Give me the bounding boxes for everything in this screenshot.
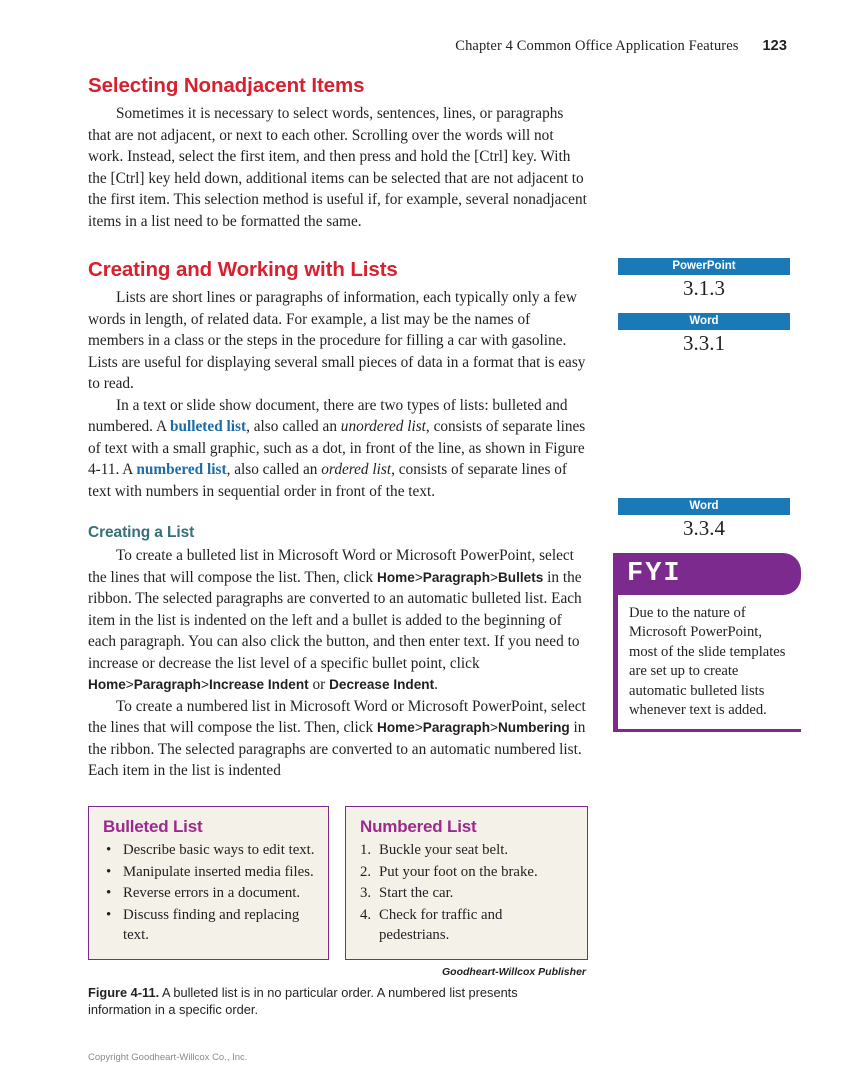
- ribbon-path-home: Home: [377, 569, 415, 585]
- list-item: [360, 840, 575, 861]
- bullet-icon: •: [106, 906, 112, 923]
- italic-ordered-list: ordered list: [321, 461, 392, 478]
- text-fragment: , consists of separate lines of text with numbers in sequential order in front of the text.: [88, 461, 567, 500]
- ribbon-path-numbering: Numbering: [497, 720, 570, 735]
- ribbon-path-home-2: Home: [88, 677, 126, 692]
- text-fragment: in the ribbon. The selected paragraphs are converted to an automatic numbered list. Each item in the list is indented: [88, 719, 586, 779]
- bullet-icon: •: [106, 842, 112, 858]
- ribbon-separator: >: [490, 569, 498, 585]
- list-item-text: Describe basic ways to edit text.: [123, 842, 315, 858]
- text-fragment: or: [308, 676, 330, 693]
- paragraph-lists-intro: Lists are short lines or paragraphs of information, each typically only a few words in length, of related data. For example, a list may be the names of members in a class or the steps in the procedure for filling a car with gasoline. Lists are useful for displaying several small pieces of data in a format that is easy to read.: [88, 289, 586, 392]
- standard-callout-word-2: [618, 498, 790, 541]
- list-item-text: Discuss finding and replacing text.: [123, 906, 300, 943]
- text-fragment: .: [434, 676, 438, 693]
- number-marker: 1.: [360, 842, 372, 858]
- paragraph-create-bulleted-list: [88, 545, 588, 696]
- standard-app-label: PowerPoint: [618, 258, 790, 275]
- standard-code: 3.3.4: [683, 516, 725, 540]
- fyi-label: FYI: [627, 558, 682, 589]
- ribbon-separator: >: [414, 720, 423, 735]
- text-fragment: In a text or slide show document, there are two types of lists: bulleted and numbered. A: [88, 396, 568, 435]
- list-item: [103, 862, 316, 883]
- list-item: [103, 840, 316, 861]
- section-heading-creating-and-working-with-lists: Creating and Working with Lists: [88, 258, 398, 281]
- paragraph-create-numbered-list: [88, 696, 588, 782]
- text-fragment: , also called an: [246, 418, 341, 435]
- page-number: 123: [762, 38, 787, 54]
- ribbon-separator: >: [125, 677, 134, 692]
- chapter-title: Chapter 4 Common Office Application Features: [455, 38, 739, 54]
- number-marker: 3.: [360, 885, 372, 901]
- italic-unordered-list: unordered list: [340, 418, 426, 435]
- list-item-text: Check for traffic and pedestrians.: [379, 906, 503, 943]
- fyi-header-banner: [613, 553, 801, 595]
- copyright-notice: Copyright Goodheart-Willcox Co., Inc.: [88, 1052, 248, 1063]
- number-marker: 2.: [360, 863, 372, 880]
- figure-4-11: [88, 806, 588, 1018]
- figure-caption-text: A bulleted list is in no particular order. A numbered list presents information in a specific order.: [88, 984, 518, 1017]
- ribbon-path-home-3: Home: [377, 720, 415, 735]
- figure-boxes-row: [88, 806, 588, 960]
- list-item-text: Start the car.: [379, 885, 454, 901]
- standard-callout-word-1: [618, 313, 790, 356]
- fyi-callout-box: [613, 553, 801, 732]
- list-item-text: Manipulate inserted media files.: [123, 863, 314, 880]
- list-item: [360, 883, 575, 904]
- ribbon-separator: >: [414, 569, 423, 585]
- text-fragment: To create a numbered list in Microsoft Word or Microsoft PowerPoint, select the lines that will compose the list. Then, click: [88, 697, 586, 736]
- list-item: [103, 883, 316, 904]
- ribbon-separator: >: [490, 720, 498, 735]
- figure-box-title-numbered: Numbered List: [360, 817, 477, 836]
- figure-credit: Goodheart-Willcox Publisher: [441, 965, 586, 978]
- paragraph-selecting-nonadjacent: Sometimes it is necessary to select words, sentences, lines, or paragraphs that are not adjacent, or next to each other. Scrolling over the words will not work. Instead, select the first item, and then press and hold the [Ctrl] key. With the [Ctrl] key held down, additional items can be selected that are not adjacent to the first item. This selection method is useful if, for example, several nonadjacent items in a list need to be formatted the same.: [88, 105, 587, 230]
- list-item-text: Put your foot on the brake.: [379, 863, 538, 880]
- subsection-heading-creating-a-list: Creating a List: [88, 524, 195, 541]
- list-item: [360, 862, 575, 883]
- section-heading-selecting-nonadjacent-items: Selecting Nonadjacent Items: [88, 74, 365, 97]
- standard-callout-powerpoint: [618, 258, 790, 301]
- ribbon-path-paragraph: Paragraph: [422, 569, 491, 585]
- number-marker: 4.: [360, 906, 372, 923]
- figure-box-numbered-list: [345, 806, 588, 960]
- text-fragment: To create a bulleted list in Microsoft Word or Microsoft PowerPoint, select the lines that will compose the list. Then, click: [88, 547, 574, 586]
- figure-box-bulleted-list: [88, 806, 329, 960]
- standard-app-label: Word: [618, 498, 790, 515]
- figure-caption-label: Figure 4-11.: [88, 984, 160, 1000]
- standard-code: 3.1.3: [683, 276, 725, 300]
- list-item-text: Buckle your seat belt.: [379, 842, 509, 858]
- main-text-column: [88, 74, 588, 782]
- text-fragment: in the ribbon. The selected paragraphs are converted to an automatic bulleted list. Each item in the list is indented on the left and a bullet is added to the beginning of each paragraph. You can also click the button, and then enter text. If you need to increase or decrease the list level of a specific bullet point, click: [88, 568, 582, 672]
- margin-standards-group-1: [618, 258, 790, 368]
- figure-caption: [88, 984, 578, 1018]
- text-fragment: , also called an: [226, 461, 322, 478]
- bullet-icon: •: [106, 863, 112, 880]
- ribbon-path-bullets: Bullets: [497, 569, 544, 585]
- list-item-text: Reverse errors in a document.: [123, 885, 301, 901]
- text-fragment: , consists of separate lines of text with a small graphic, such as a dot, in front of the line, as shown in Figure 4-11. A: [88, 418, 586, 478]
- ribbon-separator: >: [200, 677, 209, 692]
- page-running-header: [80, 38, 787, 55]
- key-term-numbered-list: numbered list: [136, 461, 227, 478]
- list-item: [103, 905, 316, 946]
- ribbon-path-increase-indent: Increase Indent: [208, 677, 309, 692]
- standard-code: 3.3.1: [683, 331, 725, 355]
- figure-box-title-bulleted: Bulleted List: [103, 817, 203, 836]
- bullet-icon: •: [106, 885, 112, 901]
- bulleted-list-example: [103, 840, 316, 946]
- standard-app-label: Word: [618, 313, 790, 330]
- margin-standards-group-2: [618, 498, 790, 553]
- ribbon-path-decrease-indent: Decrease Indent: [329, 677, 435, 692]
- ribbon-path-paragraph-2: Paragraph: [133, 677, 201, 692]
- paragraph-list-types: [88, 395, 588, 503]
- list-item: [360, 905, 575, 946]
- numbered-list-example: [360, 840, 575, 946]
- ribbon-path-paragraph-3: Paragraph: [422, 720, 491, 735]
- fyi-body-text: Due to the nature of Microsoft PowerPoint, most of the slide templates are set up to create automatic bulleted lists whenever text is added.: [613, 595, 801, 732]
- key-term-bulleted-list: bulleted list: [170, 418, 247, 435]
